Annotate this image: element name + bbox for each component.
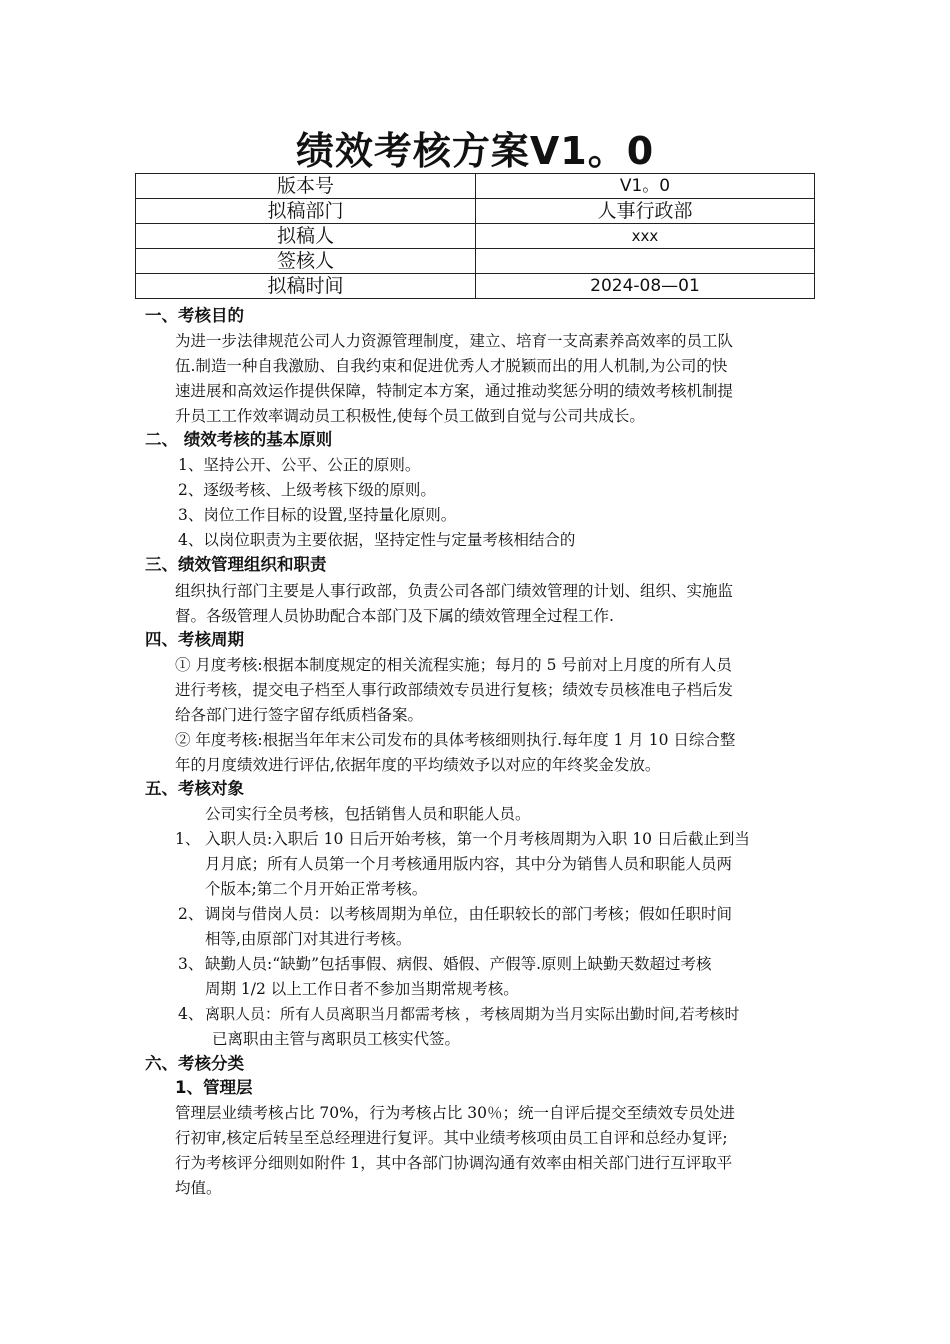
list-item: 相等,由原部门对其进行考核。 <box>205 930 412 948</box>
list-item: 入职人员:入职后 10 日后开始考核，第一个月考核周期为入职 10 日后截止到当 <box>205 830 750 848</box>
table-row <box>136 274 815 299</box>
paragraph-line: 均值。 <box>175 1179 222 1197</box>
section-heading: 二、 绩效考核的基本原则 <box>145 430 333 449</box>
list-item: 离职人员：所有人员离职当月都需考核 ，考核周期为当月实际出勤时间,若考核时 <box>205 1005 740 1023</box>
paragraph-line: 组织执行部门主要是人事行政部，负责公司各部门绩效管理的计划、组织、实施监 <box>175 582 734 600</box>
paragraph-line: 行初审,核定后转呈至总经理进行复评。其中业绩考核项由员工自评和总经办复评; <box>175 1129 728 1147</box>
table-key: 拟稿部门 <box>136 199 476 224</box>
paragraph-line: 伍.制造一种自我激励、自我约束和促进优秀人才脱颖而出的用人机制,为公司的快 <box>175 357 728 375</box>
list-item: 月月底；所有人员第一个月考核通用版内容，其中分为销售人员和职能人员两 <box>205 855 733 873</box>
list-item: 缺勤人员:“缺勤”包括事假、病假、婚假、产假等.原则上缺勤天数超过考核 <box>205 955 712 973</box>
table-value: V1。0 <box>476 174 815 199</box>
table-row <box>136 249 815 274</box>
table-key: 拟稿人 <box>136 224 476 249</box>
list-item: 周期 1/2 以上工作日者不参加当期常规考核。 <box>205 980 519 998</box>
meta-table <box>135 173 815 299</box>
paragraph-line: 升员工工作效率调动员工积极性,使每个员工做到自觉与公司共成长。 <box>175 407 645 425</box>
paragraph-line: 速进展和高效运作提供保障，特制定本方案，通过推动奖惩分明的绩效考核机制提 <box>175 382 734 400</box>
table-key: 拟稿时间 <box>136 274 476 299</box>
paragraph-line: 督。各级管理人员协助配合本部门及下属的绩效管理全过程工作. <box>175 607 614 625</box>
table-value: 2024-08—01 <box>476 274 815 299</box>
list-item: 已离职由主管与离职员工核实代签。 <box>212 1030 461 1048</box>
paragraph-line: 管理层业绩考核占比 70%，行为考核占比 30％；统一自评后提交至绩效专员处进 <box>175 1104 736 1122</box>
list-item: 3、岗位工作目标的设置,坚持量化原则。 <box>178 506 457 524</box>
list-number: 1、 <box>175 830 201 848</box>
list-number: 2、 <box>178 905 204 923</box>
table-value <box>476 249 815 274</box>
list-item: 1、坚持公开、公平、公正的原则。 <box>178 456 421 474</box>
paragraph-line: 为进一步法律规范公司人力资源管理制度，建立、培育一支高素养高效率的员工队 <box>175 332 734 350</box>
section-heading: 四、考核周期 <box>145 630 244 649</box>
section-heading: 三、绩效管理组织和职责 <box>145 555 327 574</box>
table-row <box>136 199 815 224</box>
table-key: 签核人 <box>136 249 476 274</box>
paragraph-line: 公司实行全员考核，包括销售人员和职能人员。 <box>205 805 531 823</box>
list-item: 个版本;第二个月开始正常考核。 <box>205 880 428 898</box>
table-value: 人事行政部 <box>476 199 815 224</box>
list-item: 调岗与借岗人员：以考核周期为单位，由任职较长的部门考核；假如任职时间 <box>205 905 733 923</box>
table-value: xxx <box>476 224 815 249</box>
table-row <box>136 174 815 199</box>
section-heading: 六、考核分类 <box>145 1054 244 1073</box>
section-heading: 五、考核对象 <box>145 779 244 798</box>
list-number: 3、 <box>178 955 204 973</box>
paragraph-line: 进行考核，提交电子档至人事行政部绩效专员进行复核；绩效专员核准电子档后发 <box>175 681 734 699</box>
paragraph-line: 年的月度绩效进行评估,依据年度的平均绩效予以对应的年终奖金发放。 <box>175 756 661 774</box>
list-number: 4、 <box>178 1005 204 1023</box>
paragraph-line: 行为考核评分细则如附件 1，其中各部门协调沟通有效率由相关部门进行互评取平 <box>175 1154 733 1172</box>
list-item: 4、以岗位职责为主要依据，坚持定性与定量考核相结合的 <box>178 531 576 549</box>
table-row <box>136 224 815 249</box>
paragraph-line: ② 年度考核:根据当年年末公司发布的具体考核细则执行.每年度 1 月 10 日综合整 <box>175 731 736 749</box>
section-heading: 一、考核目的 <box>145 306 244 325</box>
document-title: 绩效考核方案V1。0 <box>295 129 655 173</box>
paragraph-line: ① 月度考核:根据本制度规定的相关流程实施；每月的 5 号前对上月度的所有人员 <box>175 656 732 674</box>
table-key: 版本号 <box>136 174 476 199</box>
paragraph-line: 给各部门进行签字留存纸质档备案。 <box>175 706 424 724</box>
sub-heading: 1、管理层 <box>175 1078 253 1097</box>
list-item: 2、逐级考核、上级考核下级的原则。 <box>178 481 436 499</box>
